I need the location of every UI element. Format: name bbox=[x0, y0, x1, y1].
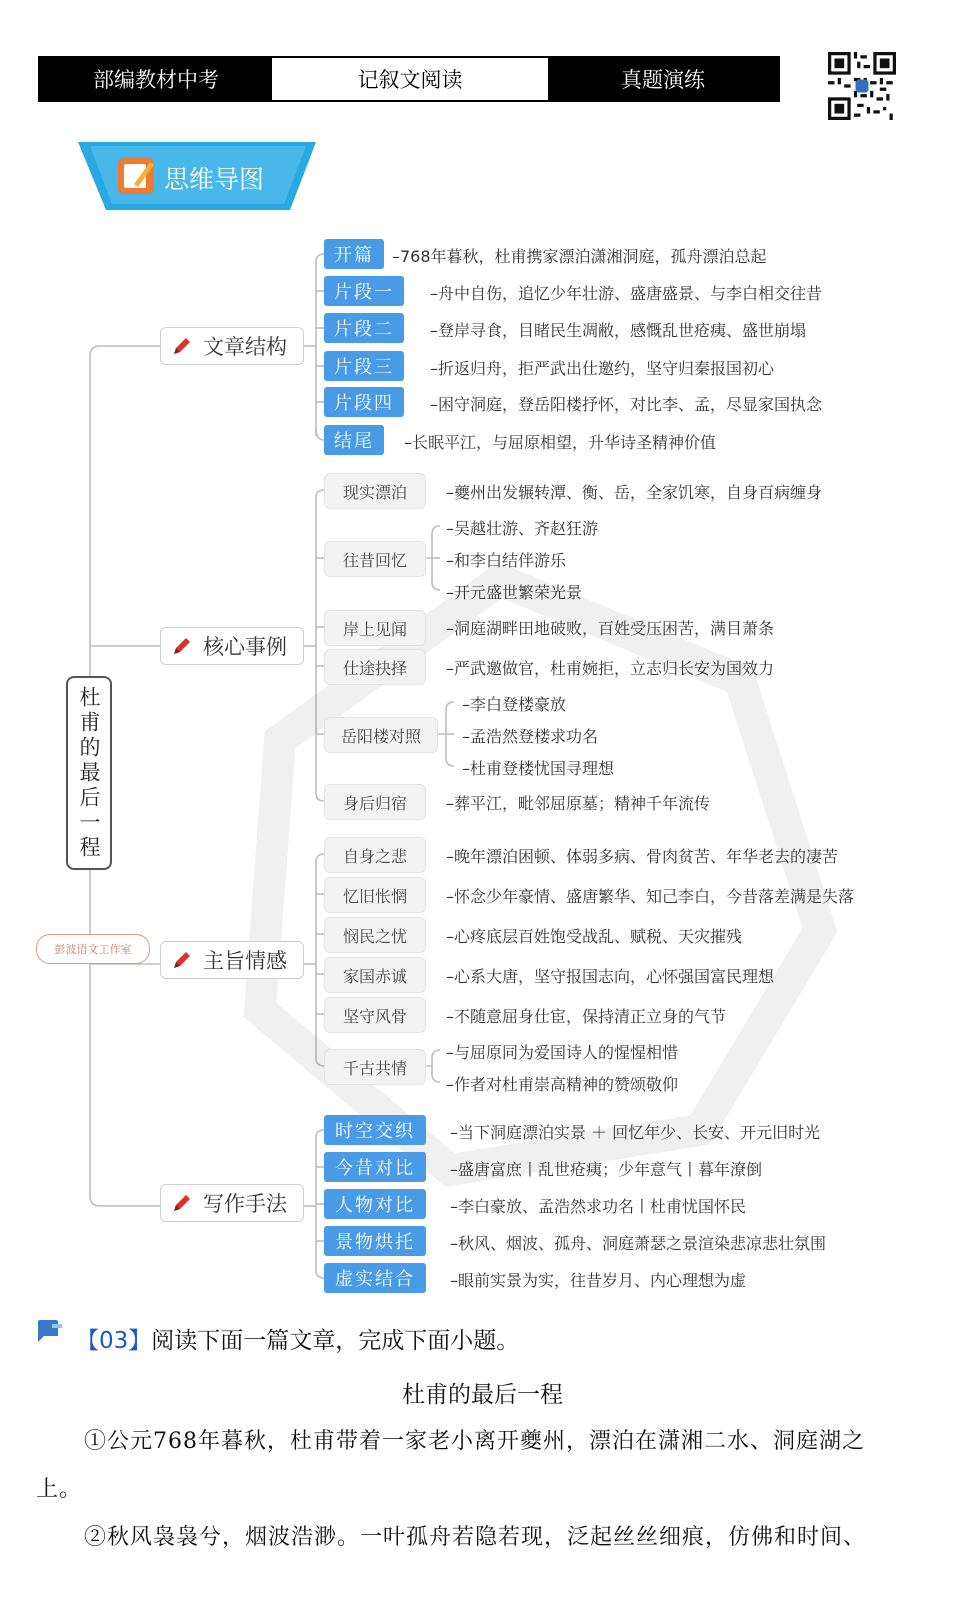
core-note-1-1: –和李白结伴游乐 bbox=[446, 551, 567, 570]
core-tag-3[interactable]: 仕途抉择 bbox=[324, 649, 426, 685]
bookmark-icon bbox=[36, 1318, 64, 1344]
core-tag-5[interactable]: 身后归宿 bbox=[324, 784, 426, 820]
branch-label: 写作手法 bbox=[203, 1192, 287, 1216]
qr-code-icon[interactable] bbox=[828, 52, 896, 120]
structure-note-2: –登岸寻食，目睹民生凋敝，感慨乱世疮痍、盛世崩塌 bbox=[430, 321, 807, 340]
branch-label: 文章结构 bbox=[203, 335, 287, 359]
theme-note-3-0: –心系大唐，坚守报国志向，心怀强国富民理想 bbox=[446, 967, 775, 986]
watermark-tag: 彭波语文工作室 bbox=[36, 934, 150, 964]
branch-theme[interactable] bbox=[160, 941, 304, 979]
article-title: 杜甫的最后一程 bbox=[402, 1382, 563, 1408]
technique-note-0: –当下洞庭漂泊实景 ＋ 回忆年少、长安、开元旧时光 bbox=[450, 1123, 821, 1142]
banner-title: 思维导图 bbox=[164, 165, 265, 194]
core-note-3-0: –严武邀做官，杜甫婉拒，立志归长安为国效力 bbox=[446, 659, 775, 678]
question-number: 【03】 bbox=[76, 1328, 152, 1354]
pencil-icon bbox=[171, 335, 193, 357]
core-note-4-2: –杜甫登楼忧国寻理想 bbox=[462, 759, 615, 778]
core-tag-0[interactable]: 现实漂泊 bbox=[324, 473, 426, 509]
branch-core[interactable] bbox=[160, 627, 304, 665]
theme-tag-1[interactable]: 忆旧怅惘 bbox=[324, 877, 426, 913]
technique-tag-0[interactable]: 时空交织 bbox=[324, 1115, 426, 1145]
structure-tag-5[interactable]: 结尾 bbox=[324, 425, 384, 455]
core-note-4-1: –孟浩然登楼求功名 bbox=[462, 727, 599, 746]
technique-note-1: –盛唐富庶丨乱世疮痍；少年意气丨暮年潦倒 bbox=[450, 1160, 763, 1179]
theme-note-5-1: –作者对杜甫崇高精神的赞颂敬仰 bbox=[446, 1075, 679, 1094]
core-note-0-0: –夔州出发辗转潭、衡、岳，全家饥寒，自身百病缠身 bbox=[446, 483, 823, 502]
header-cell-topic: 记叙文阅读 bbox=[272, 58, 548, 100]
core-note-4-0: –李白登楼豪放 bbox=[462, 695, 567, 714]
structure-tag-3[interactable]: 片段三 bbox=[324, 351, 404, 381]
theme-note-1-0: –怀念少年豪情、盛唐繁华、知己李白，今昔落差满是失落 bbox=[446, 887, 855, 906]
technique-tag-3[interactable]: 景物烘托 bbox=[324, 1226, 426, 1256]
technique-tag-1[interactable]: 今昔对比 bbox=[324, 1152, 426, 1182]
header-bar bbox=[38, 56, 780, 102]
theme-note-2-0: –心疼底层百姓饱受战乱、赋税、天灾摧残 bbox=[446, 927, 743, 946]
core-tag-2[interactable]: 岸上见闻 bbox=[324, 610, 426, 646]
pencil-icon bbox=[171, 1192, 193, 1214]
technique-note-3: –秋风、烟波、孤舟、洞庭萧瑟之景渲染悲凉悲壮氛围 bbox=[450, 1234, 827, 1253]
article-paragraph-2: ②秋风袅袅兮，烟波浩渺。一叶孤舟若隐若现，泛起丝丝细痕，仿佛和时间、 bbox=[84, 1525, 867, 1550]
technique-note-2: –李白豪放、孟浩然求功名丨杜甫忧国怀民 bbox=[450, 1197, 747, 1216]
question-text: 阅读下面一篇文章，完成下面小题。 bbox=[151, 1328, 520, 1354]
technique-tag-2[interactable]: 人物对比 bbox=[324, 1189, 426, 1219]
article-paragraph-1: ①公元768年暮秋，杜甫带着一家老小离开夔州，漂泊在潇湘二水、洞庭湖之上。 bbox=[36, 1429, 865, 1502]
branch-structure[interactable] bbox=[160, 327, 304, 365]
mindmap-root: 杜甫的最后一程 bbox=[66, 676, 112, 870]
core-note-1-2: –开元盛世繁荣光景 bbox=[446, 583, 583, 602]
header-cell-practice: 真题演练 bbox=[548, 58, 778, 100]
structure-tag-0[interactable]: 开篇 bbox=[324, 239, 384, 269]
structure-tag-1[interactable]: 片段一 bbox=[324, 276, 404, 306]
branch-technique[interactable] bbox=[160, 1184, 304, 1222]
theme-tag-2[interactable]: 悯民之忧 bbox=[324, 917, 426, 953]
structure-note-4: –困守洞庭，登岳阳楼抒怀，对比李、孟，尽显家国执念 bbox=[430, 395, 823, 414]
question-instruction bbox=[76, 1322, 519, 1355]
core-note-2-0: –洞庭湖畔田地破败，百姓受压困苦，满目萧条 bbox=[446, 619, 775, 638]
structure-note-5: –长眠平江，与屈原相望，升华诗圣精神价值 bbox=[404, 433, 717, 452]
technique-note-4: –眼前实景为实，往昔岁月、内心理想为虚 bbox=[450, 1271, 747, 1290]
core-tag-4[interactable]: 岳阳楼对照 bbox=[324, 717, 438, 753]
core-tag-1[interactable]: 往昔回忆 bbox=[324, 541, 426, 577]
structure-tag-2[interactable]: 片段二 bbox=[324, 313, 404, 343]
theme-tag-5[interactable]: 千古共情 bbox=[324, 1049, 426, 1085]
theme-tag-0[interactable]: 自身之悲 bbox=[324, 837, 426, 873]
core-note-5-0: –葬平江，毗邻屈原墓；精神千年流传 bbox=[446, 794, 711, 813]
theme-tag-4[interactable]: 坚守风骨 bbox=[324, 997, 426, 1033]
pencil-icon bbox=[171, 635, 193, 657]
technique-tag-4[interactable]: 虚实结合 bbox=[324, 1263, 426, 1293]
theme-note-4-0: –不随意屈身仕宦，保持清正立身的气节 bbox=[446, 1007, 727, 1026]
structure-note-0: –768年暮秋，杜甫携家漂泊潇湘洞庭，孤舟漂泊总起 bbox=[392, 247, 767, 266]
theme-tag-3[interactable]: 家国赤诚 bbox=[324, 957, 426, 993]
header-cell-textbook: 部编教材中考 bbox=[40, 58, 272, 100]
branch-label: 核心事例 bbox=[203, 635, 287, 659]
theme-note-5-0: –与屈原同为爱国诗人的惺惺相惜 bbox=[446, 1043, 679, 1062]
core-note-1-0: –吴越壮游、齐赵狂游 bbox=[446, 519, 599, 538]
theme-note-0-0: –晚年漂泊困顿、体弱多病、骨肉贫苦、年华老去的凄苦 bbox=[446, 847, 839, 866]
pencil-icon bbox=[171, 949, 193, 971]
structure-note-1: –舟中自伤，追忆少年壮游、盛唐盛景、与李白相交往昔 bbox=[430, 284, 823, 303]
structure-tag-4[interactable]: 片段四 bbox=[324, 387, 404, 417]
structure-note-3: –折返归舟，拒严武出仕邀约，坚守归秦报国初心 bbox=[430, 359, 775, 378]
branch-label: 主旨情感 bbox=[203, 949, 287, 973]
